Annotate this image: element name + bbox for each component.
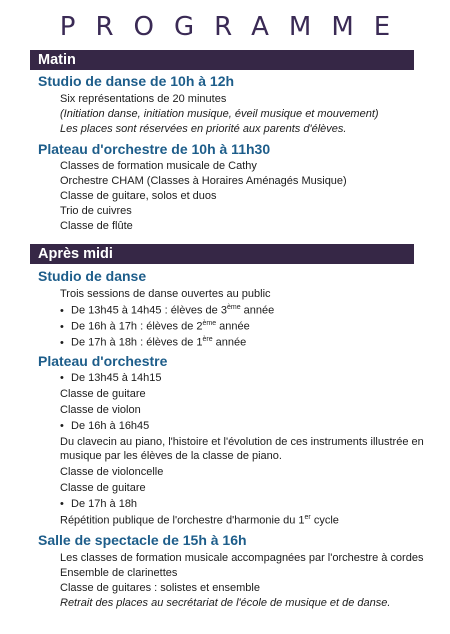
salle-line-3: Classe de guitares : solistes et ensemble [60,582,260,594]
studio-danse-apres-title: Studio de danse [38,268,147,284]
plateau-apres-line-1: Classe de guitare [60,388,146,400]
section-band-apres-midi: Après midi [30,244,414,264]
plateau-apres-bullet-2: • De 16h à 16h45 [60,420,149,432]
studio-matin-line-2: (Initiation danse, initiation musique, éveil musique et mouvement) [60,108,379,120]
studio-matin-line-3: Les places sont réservées en priorité aux parents d'élèves. [60,123,347,135]
plateau-apres-line-5: Répétition publique de l'orchestre d'harmonie du 1er cycle [60,514,339,527]
section-band-matin: Matin [30,50,414,70]
plateau-apres-bullet-1: • De 13h45 à 14h15 [60,372,162,384]
plateau-apres-paragraph: Du clavecin au piano, l'histoire et l'évolution de ces instruments illustrée en musique par les élèves de la classe de piano. [60,436,424,462]
salle-spectacle-title: Salle de spectacle de 15h à 16h [38,532,247,548]
studio-apres-intro: Trois sessions de danse ouvertes au public [60,288,271,300]
studio-apres-bullet-2: • De 16h à 17h : élèves de 2ème année [60,320,250,333]
plateau-apres-line-4: Classe de guitare [60,482,146,494]
plateau-apres-title: Plateau d'orchestre [38,353,168,369]
studio-apres-bullet-1: • De 13h45 à 14h45 : élèves de 3ème année [60,304,274,317]
plateau-matin-line-3: Classe de guitare, solos et duos [60,190,217,202]
salle-line-1: Les classes de formation musicale accompagnées par l'orchestre à cordes [60,552,424,564]
plateau-matin-line-2: Orchestre CHAM (Classes à Horaires Aménagés Musique) [60,175,347,187]
plateau-matin-line-1: Classes de formation musicale de Cathy [60,160,257,172]
plateau-apres-bullet-3: • De 17h à 18h [60,498,137,510]
plateau-apres-line-2: Classe de violon [60,404,141,416]
salle-line-4: Retrait des places au secrétariat de l'école de musique et de danse. [60,597,391,609]
page-title: PROGRAMME [59,12,411,42]
plateau-matin-line-5: Classe de flûte [60,220,133,232]
plateau-matin-title: Plateau d'orchestre de 10h à 11h30 [38,141,271,157]
plateau-apres-line-3: Classe de violoncelle [60,466,164,478]
plateau-matin-line-4: Trio de cuivres [60,205,132,217]
salle-line-2: Ensemble de clarinettes [60,567,178,579]
studio-matin-line-1: Six représentations de 20 minutes [60,93,227,105]
studio-apres-bullet-3: • De 17h à 18h : élèves de 1ère année [60,336,246,349]
studio-danse-matin-title: Studio de danse de 10h à 12h [38,73,235,89]
